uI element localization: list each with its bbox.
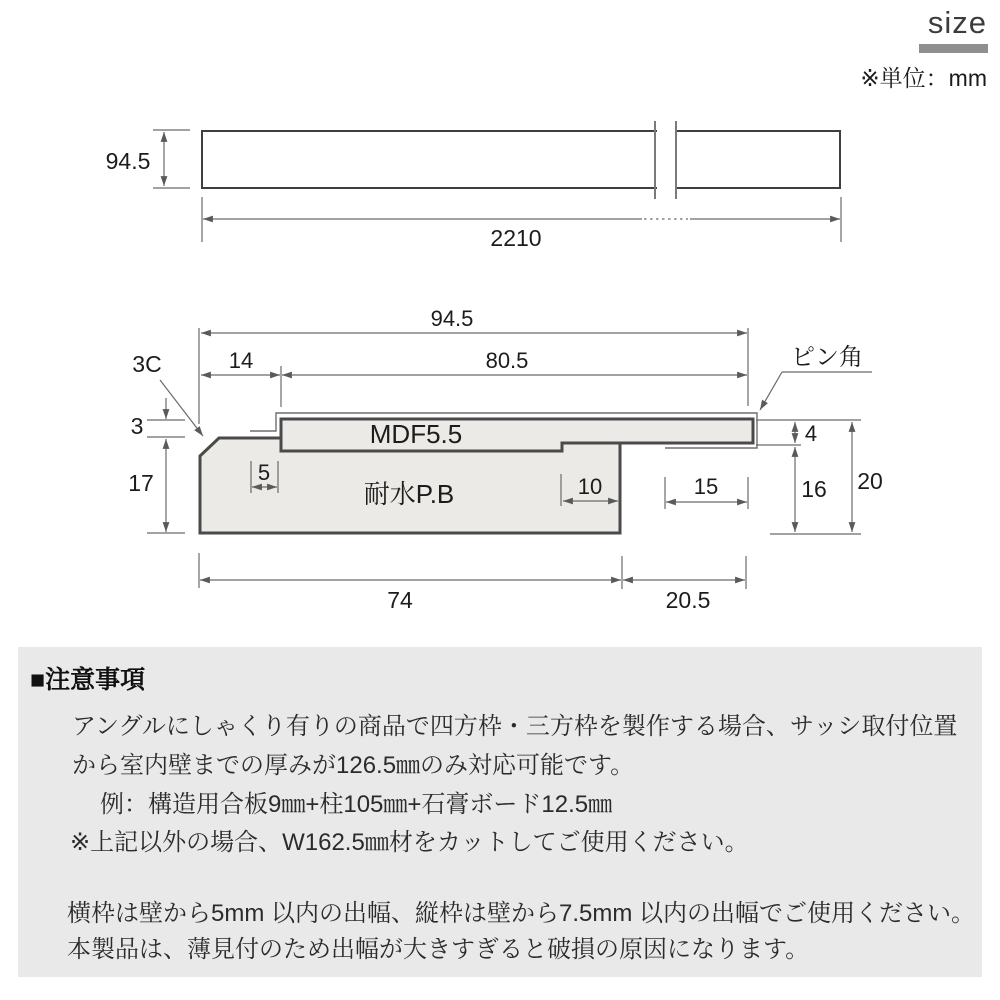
right-width-label: 80.5 — [485, 348, 529, 373]
note-line-6: 本製品は、薄見付のため出幅が大きすぎると破損の原因になります。 — [67, 936, 810, 963]
rabbet-width-label: 5 — [257, 460, 271, 485]
left-width-label: 14 — [228, 348, 254, 373]
mdf-label: MDF5.5 — [369, 419, 463, 449]
total-height-label: 20 — [857, 468, 883, 494]
pin-corner-label: ピン角 — [791, 344, 863, 371]
page-title: size — [927, 5, 987, 40]
overall-width-label: 94.5 — [430, 306, 474, 331]
bar-profile — [202, 131, 840, 188]
unit-note: ※単位：mm — [860, 65, 987, 91]
bottom-left-label: 74 — [387, 587, 413, 613]
bar-break-gap — [657, 126, 675, 193]
bottom-right-label: 20.5 — [665, 587, 711, 613]
chamfer-label: 3C — [132, 351, 162, 377]
tongue-thickness-label: 4 — [804, 421, 818, 446]
notch-width-label: 10 — [577, 474, 603, 499]
note-line-1: アングルにしゃくり有りの商品で四方枠・三方枠を製作する場合、サッシ取付位置 — [72, 713, 958, 740]
note-line-5: 横枠は壁から5mm 以内の出幅、縦枠は壁から7.5mm 以内の出幅でご使用ください。 — [67, 900, 976, 927]
left-height-label: 17 — [128, 470, 154, 496]
bar-height-label: 94.5 — [105, 148, 151, 174]
step-height-label: 3 — [130, 413, 144, 439]
gap-width-label: 15 — [693, 474, 719, 499]
note-line-3: 例：構造用合板9㎜+柱105㎜+石膏ボード12.5㎜ — [100, 791, 613, 818]
pin-corner-leader — [760, 372, 782, 410]
note-line-2: から室内壁までの厚みが126.5㎜のみ対応可能です。 — [72, 752, 635, 779]
bar-length-label: 2210 — [490, 225, 542, 251]
mdf-layer-profile — [281, 419, 753, 451]
notes-heading: ■注意事項 — [30, 666, 146, 694]
note-line-4: ※上記以外の場合、W162.5㎜材をカットしてご使用ください。 — [70, 829, 749, 856]
bar-elevation — [106, 121, 841, 251]
cross-section — [128, 306, 883, 613]
right-height-label: 16 — [801, 476, 827, 502]
core-label: 耐水P.B — [363, 479, 455, 509]
